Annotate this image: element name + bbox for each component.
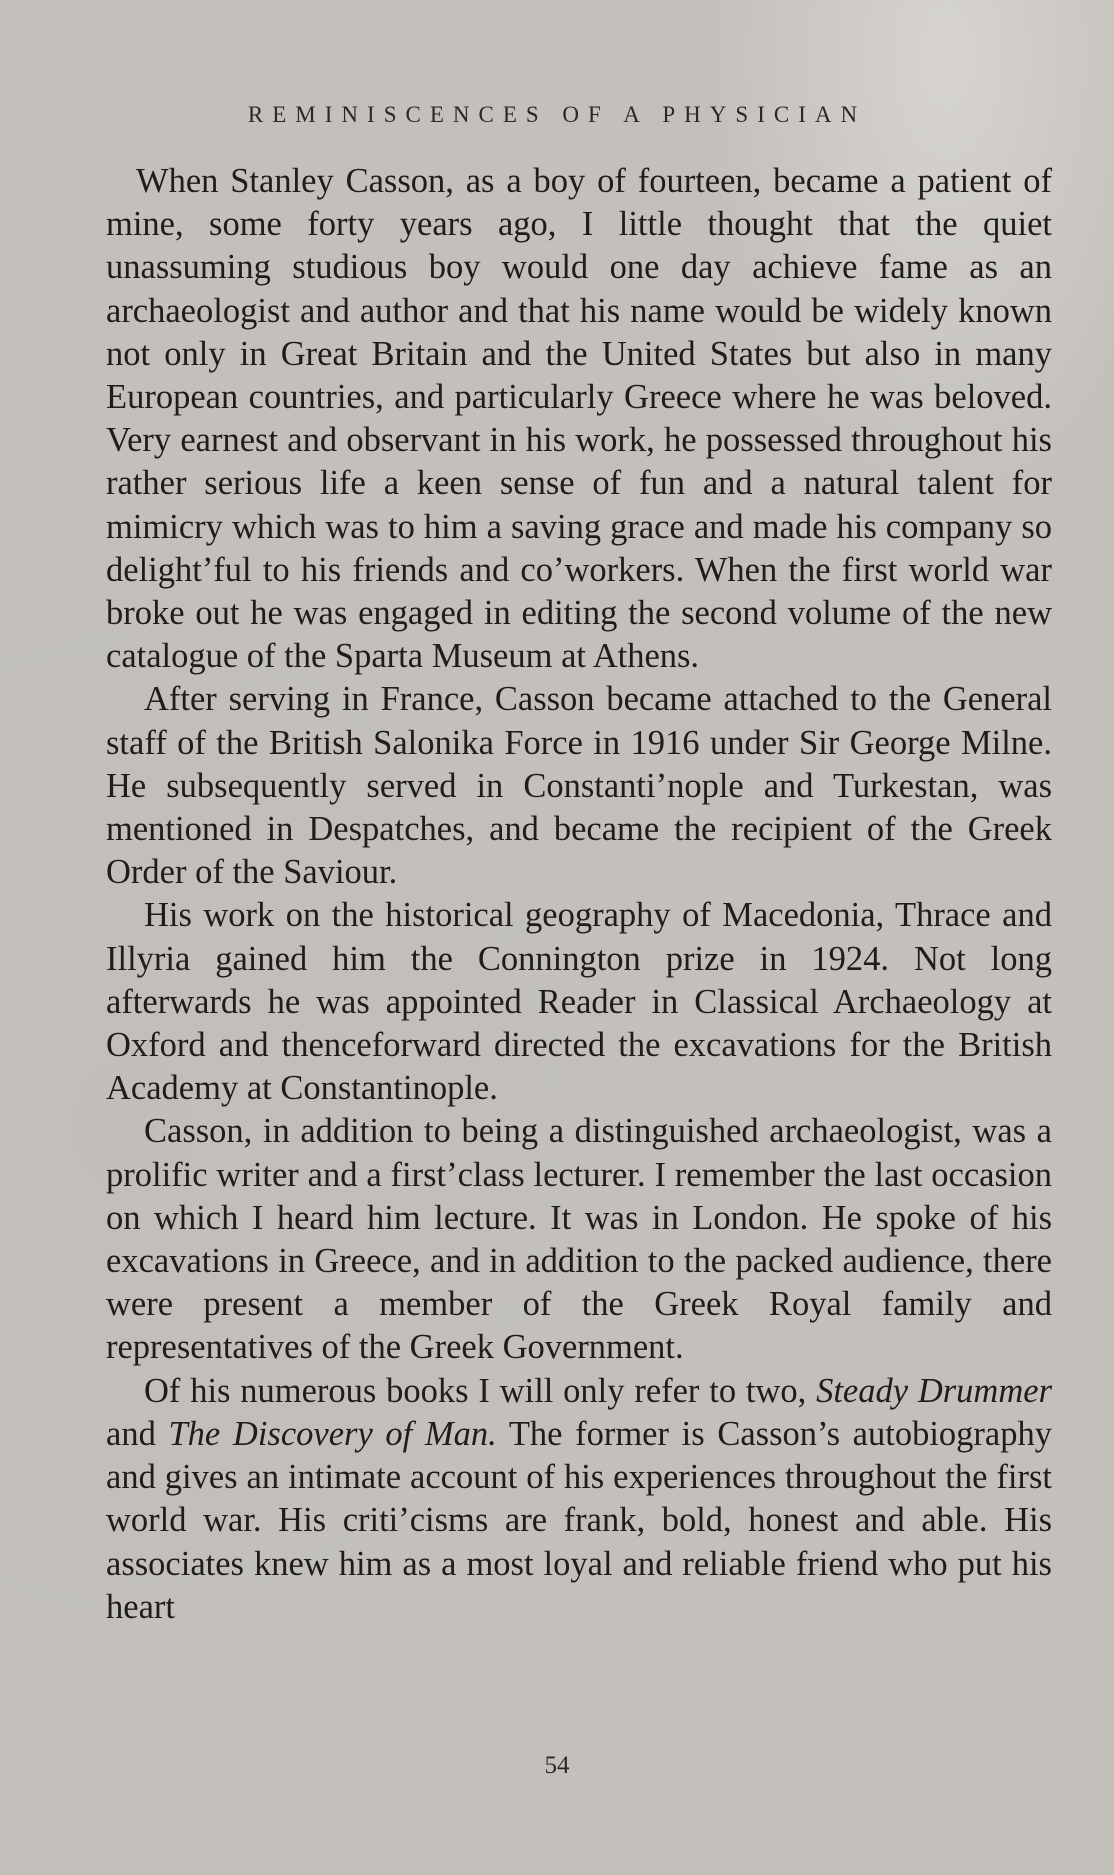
paragraph-lecturer: Casson, in addition to being a distinguished archaeologist, was a prolific writer and a firstʼclass lecturer. I remember the last occasion on which I heard him lecture. It was in London. He spoke of his excavations in Greece, and in addition to the packed audience, there were present a member of the Greek Royal family and representatives of the Greek Government. [106, 1112, 1052, 1367]
page-number: 54 [544, 1752, 570, 1779]
body-text [106, 160, 1052, 1629]
books-description-text: The former is Casson’s autobiography and gives an intimate account of his experiences throughout the first world war. His critiʼcisms are frank, bold, honest and able. His associates knew him as a most loyal and reliable friend who put his heart [106, 1414, 1052, 1626]
paragraph-books [106, 1370, 1052, 1629]
books-conjunction-text: and [106, 1414, 169, 1453]
running-head: REMINISCENCES OF A PHYSICIAN [247, 102, 867, 127]
book-title-steady-drummer: Steady Drummer [816, 1371, 1052, 1410]
book-title-discovery-of-man: The Discovery of Man. [168, 1414, 497, 1453]
books-intro-text: Of his numerous books I will only refer to two, [144, 1371, 817, 1410]
paragraph-casson-intro: When Stanley Casson, as a boy of fourteen, became a patient of mine, some forty years ago, I little thought that the quiet unassuming studious boy would one day achieve fame as an archaeologist and author and that his name would be widely known not only in Great Britain and the United States but also in many European countries, and particularly Greece where he was beloved. Very earnest and observant in his work, he possessed throughout his rather serious life a keen sense of fun and a natural talent for mimicry which was to him a saving grace and made his company so delightʼful to his friends and coʼworkers. When the first world war broke out he was engaged in editing the second volume of the new catalogue of the Sparta Museum at Athens. [106, 162, 1052, 676]
paragraph-academic-work: His work on the historical geography of Macedonia, Thrace and Illyria gained him the Connington prize in 1924. Not long afterwards he was appointed Reader in Classical Archaeology at Oxford and thenceforward directed the excavations for the British Academy at Constantinople. [106, 896, 1052, 1108]
paragraph-military-service: After serving in France, Casson became attached to the General staff of the British Salonika Force in 1916 under Sir George Milne. He subsequently served in Constantiʼnople and Turkestan, was mentioned in Despatches, and became the recipient of the Greek Order of the Saviour. [106, 680, 1052, 892]
